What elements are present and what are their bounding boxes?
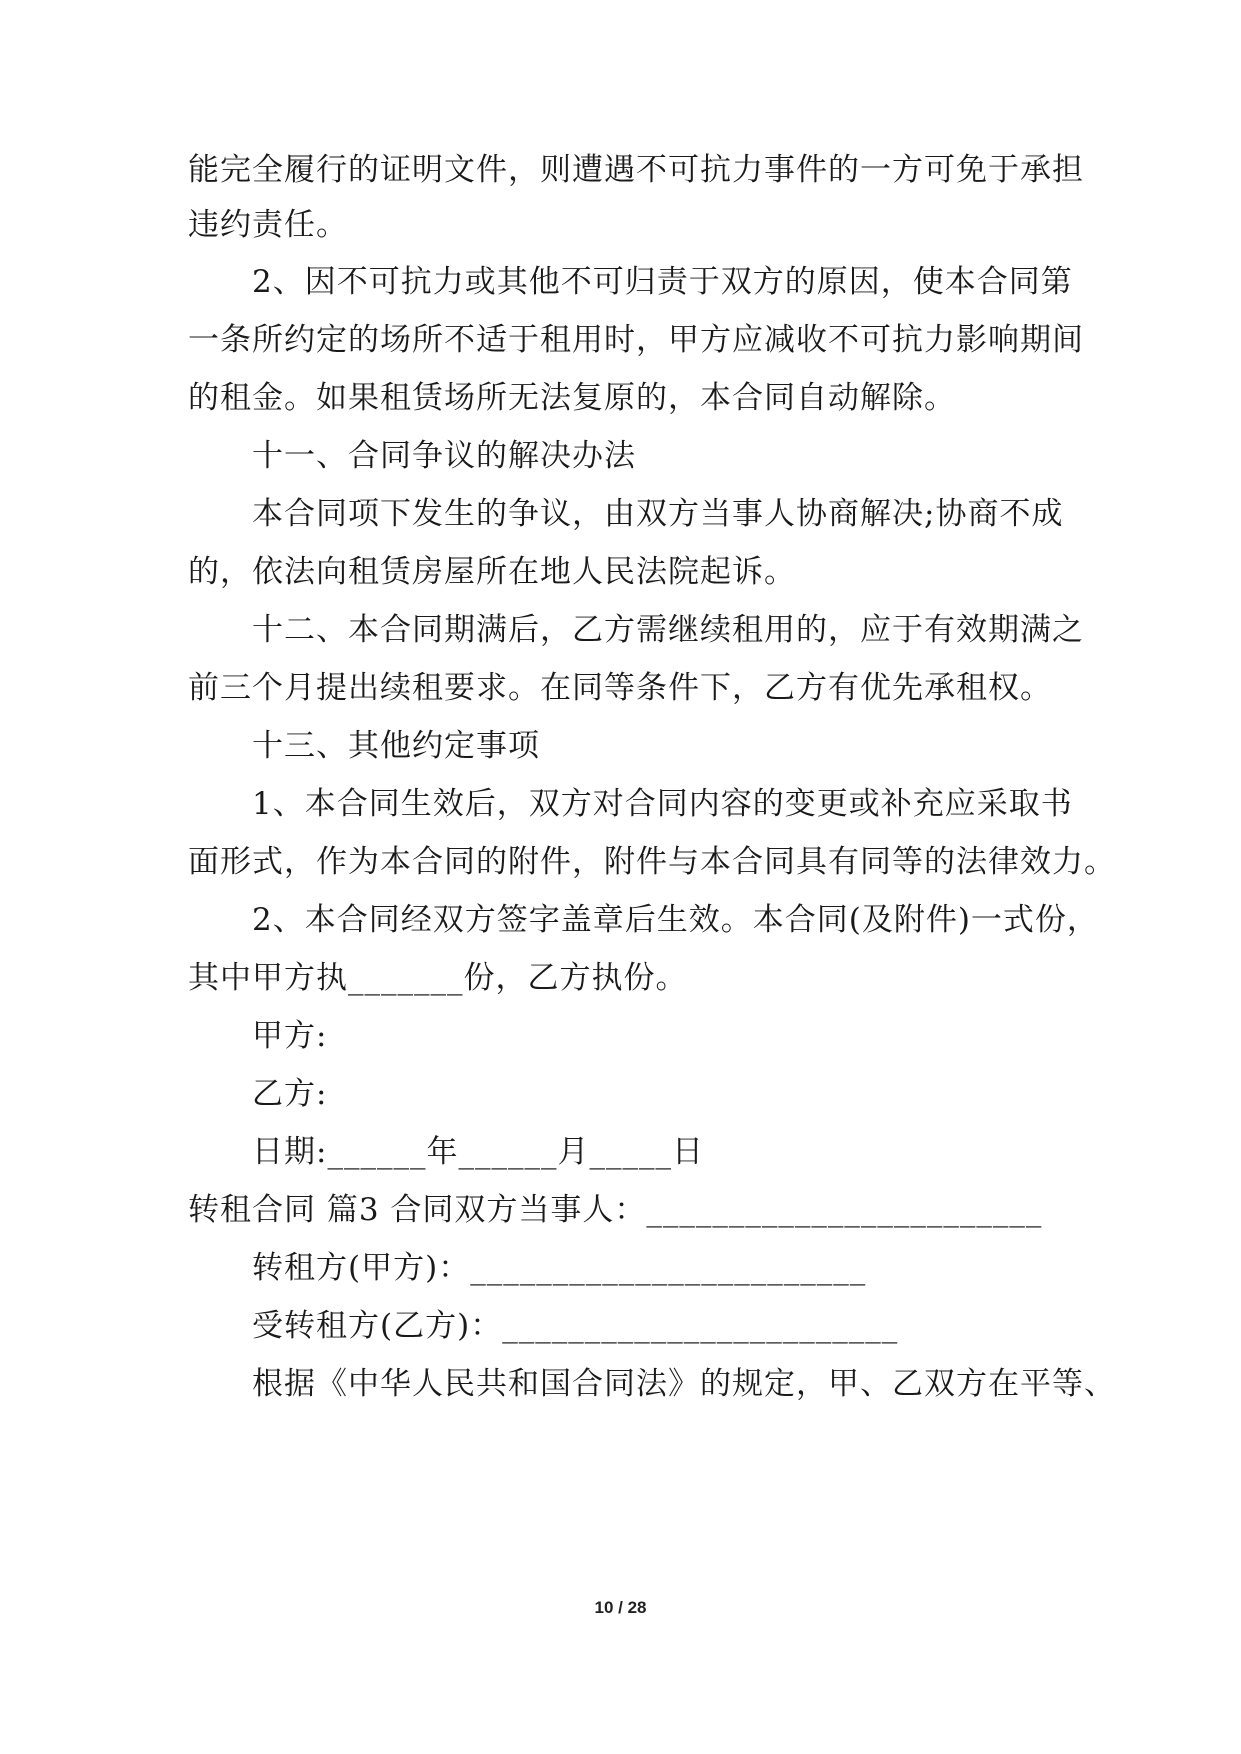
body-text-line: 的，依法向租赁房屋所在地人民法院起诉。 [188,554,796,590]
sublessor-line: 转租方(甲方)：________________________ [252,1250,867,1286]
body-text-line: 2、因不可抗力或其他不可归责于双方的原因，使本合同第 [252,264,1073,300]
section-heading: 十一、合同争议的解决办法 [252,438,636,474]
page-number: 10 / 28 [594,1598,647,1617]
signature-party-a: 甲方: [252,1018,328,1054]
body-text-line: 能完全履行的证明文件，则遭遇不可抗力事件的一方可免于承担 [188,152,1084,188]
body-text-line: 面形式，作为本合同的附件，附件与本合同具有同等的法律效力。 [188,844,1116,880]
body-text-line: 前三个月提出续租要求。在同等条件下，乙方有优先承租权。 [188,670,1052,706]
body-text-line: 一条所约定的场所不适于租用时，甲方应减收不可抗力影响期间 [188,322,1084,358]
sublessee-line: 受转租方(乙方)：________________________ [252,1308,899,1344]
signature-date: 日期:______年______月_____日 [252,1134,704,1170]
contract-title-line: 转租合同 篇3 合同双方当事人：________________________ [188,1192,1043,1228]
body-text-line: 本合同项下发生的争议，由双方当事人协商解决;协商不成 [252,496,1064,532]
signature-party-b: 乙方: [252,1076,328,1112]
body-text-line: 根据《中华人民共和国合同法》的规定，甲、乙双方在平等、 [252,1366,1116,1402]
body-text-line: 其中甲方执_______份，乙方执份。 [188,960,688,996]
section-heading: 十三、其他约定事项 [252,728,540,764]
body-text-line: 十二、本合同期满后，乙方需继续租用的，应于有效期满之 [252,612,1084,648]
body-text-line: 2、本合同经双方签字盖章后生效。本合同(及附件)一式份， [252,902,1099,938]
body-text-line: 违约责任。 [188,207,348,243]
body-text-line: 的租金。如果租赁场所无法复原的，本合同自动解除。 [188,380,956,416]
body-text-line: 1、本合同生效后，双方对合同内容的变更或补充应采取书 [252,786,1073,822]
